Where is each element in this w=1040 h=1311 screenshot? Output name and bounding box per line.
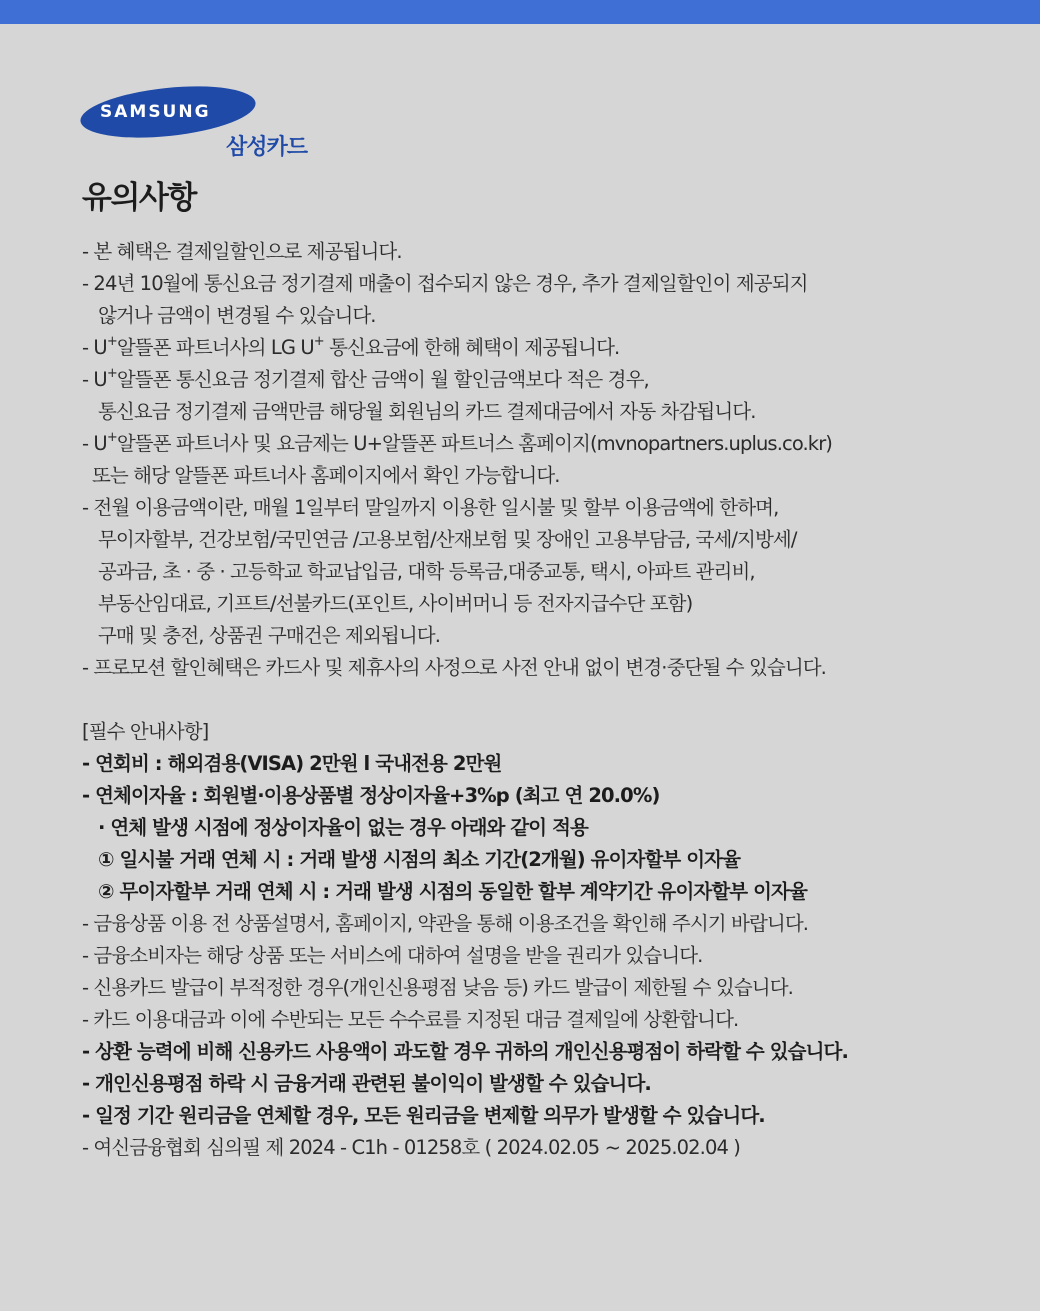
required-line: - 카드 이용대금과 이에 수반되는 모든 수수료를 지정된 대금 결제일에 상환합니다. — [82, 1008, 739, 1031]
note-line: 무이자할부, 건강보험/국민연금 /고용보험/산재보험 및 장애인 고용부담금, 국세/지방세/ — [98, 528, 797, 551]
note-line: 통신요금 정기결제 금액만큼 해당월 회원님의 카드 결제대금에서 자동 차감됩니다. — [98, 400, 756, 423]
notes-list — [82, 236, 1002, 1164]
warning-line: - 개인신용평점 하락 시 금융거래 관련된 불이익이 발생할 수 있습니다. — [82, 1072, 651, 1095]
overdue-rate-subline: ① 일시불 거래 연체 시 : 거래 발생 시점의 최소 기간(2개월) 유이자할부 이자율 — [98, 848, 741, 871]
overdue-rate-subline: ② 무이자할부 거래 연체 시 : 거래 발생 시점의 동일한 할부 계약기간 유이자할부 이자율 — [98, 880, 807, 903]
note-line: - U+알뜰폰 파트너사의 LG U+ 통신요금에 한해 혜택이 제공됩니다. — [82, 333, 620, 359]
page-title: 유의사항 — [82, 180, 196, 216]
note-line: 공과금, 초 · 중 · 고등학교 학교납입금, 대학 등록금,대중교통, 택시, 아파트 관리비, — [98, 560, 755, 583]
note-line: - 프로모션 할인혜택은 카드사 및 제휴사의 사정으로 사전 안내 없이 변경·중단될 수 있습니다. — [82, 656, 826, 679]
review-number-line: - 여신금융협회 심의필 제 2024 - C1h - 01258호 ( 2024.02.05 ~ 2025.02.04 ) — [82, 1136, 740, 1159]
note-line: - U+알뜰폰 파트너사 및 요금제는 U+알뜰폰 파트너스 홈페이지(mvnopartners.uplus.co.kr) — [82, 429, 833, 455]
samsung-card-logo — [80, 84, 320, 160]
annual-fee-line: - 연회비 : 해외겸용(VISA) 2만원 l 국내전용 2만원 — [82, 752, 502, 775]
overdue-rate-subline: · 연체 발생 시점에 정상이자율이 없는 경우 아래와 같이 적용 — [98, 816, 588, 839]
warning-line: - 상환 능력에 비해 신용카드 사용액이 과도할 경우 귀하의 개인신용평점이 하락할 수 있습니다. — [82, 1040, 848, 1063]
warning-line: - 일정 기간 원리금을 연체할 경우, 모든 원리금을 변제할 의무가 발생할 수 있습니다. — [82, 1104, 765, 1127]
required-line: - 금융소비자는 해당 상품 또는 서비스에 대하여 설명을 받을 권리가 있습니다. — [82, 944, 703, 967]
required-notice-header: [필수 안내사항] — [82, 720, 209, 743]
note-line: 구매 및 충전, 상품권 구매건은 제외됩니다. — [98, 624, 441, 647]
card-brand-name: 삼성카드 — [226, 135, 308, 160]
overdue-rate-line: - 연체이자율 : 회원별·이용상품별 정상이자율+3%p (최고 연 20.0%) — [82, 784, 660, 807]
note-line: - 24년 10월에 통신요금 정기결제 매출이 접수되지 않은 경우, 추가 결제일할인이 제공되지 — [82, 272, 808, 295]
note-line: 또는 해당 알뜰폰 파트너사 홈페이지에서 확인 가능합니다. — [92, 464, 560, 487]
note-line: - 전월 이용금액이란, 매월 1일부터 말일까지 이용한 일시불 및 할부 이용금액에 한하며, — [82, 496, 779, 519]
note-line: - 본 혜택은 결제일할인으로 제공됩니다. — [82, 240, 402, 263]
required-line: - 신용카드 발급이 부적정한 경우(개인신용평점 낮음 등) 카드 발급이 제한될 수 있습니다. — [82, 976, 793, 999]
note-line: 부동산임대료, 기프트/선불카드(포인트, 사이버머니 등 전자지급수단 포함) — [98, 592, 693, 615]
top-accent-bar — [0, 0, 1040, 24]
spacer — [82, 684, 1002, 716]
note-line: - U+알뜰폰 통신요금 정기결제 합산 금액이 월 할인금액보다 적은 경우, — [82, 365, 649, 391]
samsung-wordmark: SAMSUNG — [100, 102, 211, 122]
required-line: - 금융상품 이용 전 상품설명서, 홈페이지, 약관을 통해 이용조건을 확인해 주시기 바랍니다. — [82, 912, 809, 935]
note-line: 않거나 금액이 변경될 수 있습니다. — [98, 304, 376, 327]
